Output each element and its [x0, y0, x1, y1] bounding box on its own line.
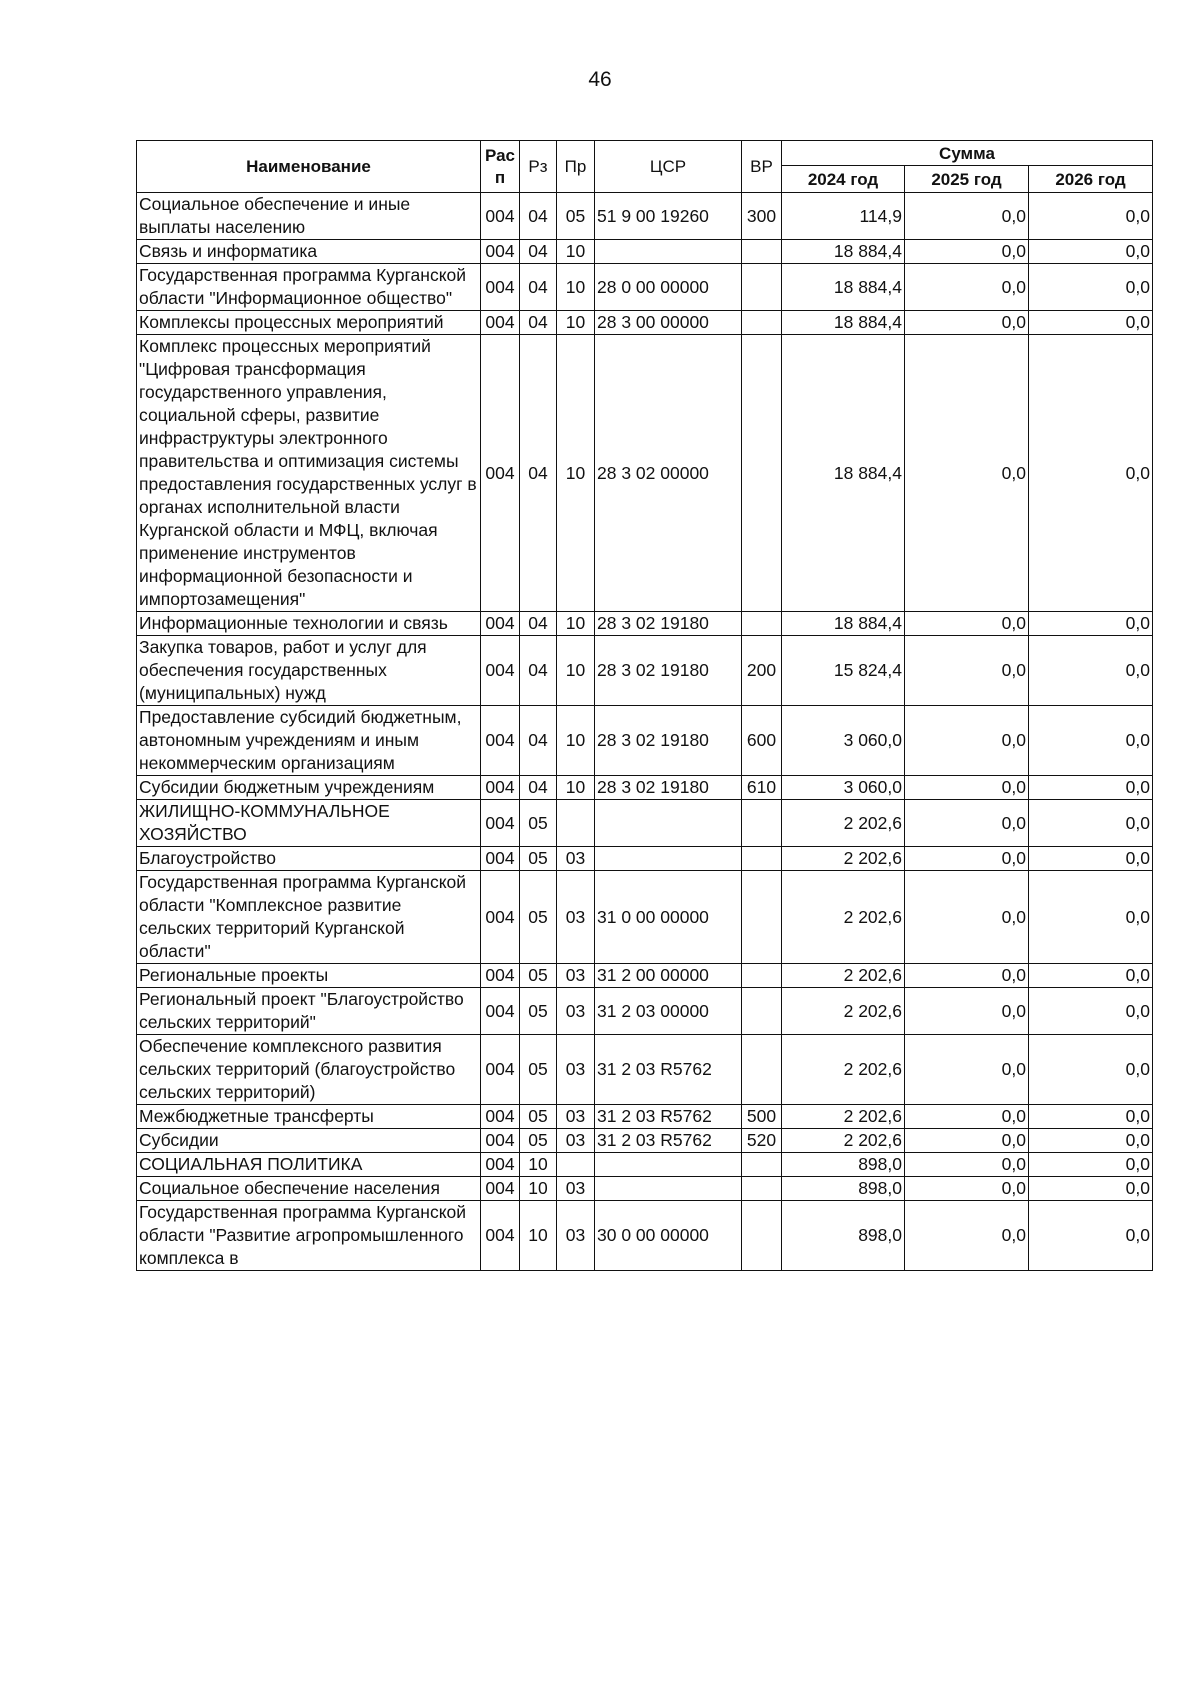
row-csr: 31 2 03 R5762 — [595, 1105, 742, 1129]
row-rz: 04 — [520, 264, 557, 311]
row-vr: 500 — [742, 1105, 782, 1129]
row-sum-2024: 2 202,6 — [782, 964, 905, 988]
row-pr: 10 — [557, 706, 595, 776]
row-vr — [742, 1035, 782, 1105]
row-pr: 10 — [557, 636, 595, 706]
row-sum-2026: 0,0 — [1029, 1153, 1153, 1177]
row-sum-2024: 2 202,6 — [782, 1035, 905, 1105]
row-vr: 520 — [742, 1129, 782, 1153]
row-sum-2024: 18 884,4 — [782, 240, 905, 264]
row-csr: 28 3 02 00000 — [595, 335, 742, 612]
row-rz: 04 — [520, 706, 557, 776]
row-pr: 03 — [557, 1105, 595, 1129]
row-pr: 03 — [557, 847, 595, 871]
table-row — [137, 988, 1153, 1035]
row-vr — [742, 1153, 782, 1177]
table-row — [137, 612, 1153, 636]
row-rz: 05 — [520, 1035, 557, 1105]
row-sum-2026: 0,0 — [1029, 1201, 1153, 1271]
row-vr — [742, 335, 782, 612]
row-rasp: 004 — [481, 964, 520, 988]
row-rasp: 004 — [481, 800, 520, 847]
row-sum-2025: 0,0 — [905, 706, 1029, 776]
row-sum-2024: 2 202,6 — [782, 800, 905, 847]
row-rz: 10 — [520, 1153, 557, 1177]
row-name: Субсидии бюджетным учреждениям — [137, 776, 481, 800]
row-sum-2024: 18 884,4 — [782, 335, 905, 612]
row-csr: 28 3 00 00000 — [595, 311, 742, 335]
table-row — [137, 776, 1153, 800]
row-sum-2026: 0,0 — [1029, 335, 1153, 612]
row-vr: 200 — [742, 636, 782, 706]
row-sum-2025: 0,0 — [905, 193, 1029, 240]
row-sum-2025: 0,0 — [905, 264, 1029, 311]
row-sum-2026: 0,0 — [1029, 964, 1153, 988]
row-name: Государственная программа Курганской области "Информационное общество" — [137, 264, 481, 311]
row-vr: 300 — [742, 193, 782, 240]
row-sum-2024: 2 202,6 — [782, 1129, 905, 1153]
row-rasp: 004 — [481, 1201, 520, 1271]
table-row — [137, 1129, 1153, 1153]
row-csr: 28 0 00 00000 — [595, 264, 742, 311]
table-row — [137, 335, 1153, 612]
row-name: Социальное обеспечение населения — [137, 1177, 481, 1201]
row-sum-2026: 0,0 — [1029, 636, 1153, 706]
table-row — [137, 240, 1153, 264]
row-name: Закупка товаров, работ и услуг для обеспечения государственных (муниципальных) нужд — [137, 636, 481, 706]
row-sum-2025: 0,0 — [905, 311, 1029, 335]
row-pr: 10 — [557, 776, 595, 800]
row-rz: 04 — [520, 240, 557, 264]
row-csr: 31 2 03 R5762 — [595, 1035, 742, 1105]
row-pr: 10 — [557, 335, 595, 612]
row-rz: 04 — [520, 776, 557, 800]
row-sum-2025: 0,0 — [905, 612, 1029, 636]
row-sum-2026: 0,0 — [1029, 1035, 1153, 1105]
header-rz: Рз — [520, 141, 557, 193]
table-row — [137, 636, 1153, 706]
row-vr — [742, 264, 782, 311]
row-csr — [595, 1153, 742, 1177]
row-name: Региональные проекты — [137, 964, 481, 988]
row-sum-2025: 0,0 — [905, 335, 1029, 612]
table-row — [137, 1153, 1153, 1177]
row-rz: 04 — [520, 636, 557, 706]
row-rz: 04 — [520, 335, 557, 612]
header-2024: 2024 год — [782, 166, 905, 193]
table-row — [137, 1035, 1153, 1105]
row-pr — [557, 1153, 595, 1177]
row-sum-2024: 18 884,4 — [782, 612, 905, 636]
row-vr: 610 — [742, 776, 782, 800]
row-sum-2025: 0,0 — [905, 636, 1029, 706]
row-csr: 31 2 03 R5762 — [595, 1129, 742, 1153]
row-name: Субсидии — [137, 1129, 481, 1153]
row-name: Региональный проект "Благоустройство сельских территорий" — [137, 988, 481, 1035]
row-pr: 03 — [557, 964, 595, 988]
row-rz: 05 — [520, 1129, 557, 1153]
row-rz: 05 — [520, 988, 557, 1035]
table-row — [137, 193, 1153, 240]
row-rasp: 004 — [481, 264, 520, 311]
row-rz: 10 — [520, 1177, 557, 1201]
table-row — [137, 311, 1153, 335]
row-vr — [742, 871, 782, 964]
row-sum-2026: 0,0 — [1029, 311, 1153, 335]
table-row — [137, 964, 1153, 988]
row-pr: 03 — [557, 871, 595, 964]
row-rz: 04 — [520, 193, 557, 240]
row-pr: 10 — [557, 240, 595, 264]
row-rasp: 004 — [481, 311, 520, 335]
row-pr: 10 — [557, 311, 595, 335]
header-rasp: Рас п — [481, 141, 520, 193]
row-sum-2025: 0,0 — [905, 871, 1029, 964]
row-name: Предоставление субсидий бюджетным, автономным учреждениям и иным некоммерческим организациям — [137, 706, 481, 776]
row-sum-2025: 0,0 — [905, 847, 1029, 871]
row-rasp: 004 — [481, 1129, 520, 1153]
row-pr: 03 — [557, 1129, 595, 1153]
row-name: Межбюджетные трансферты — [137, 1105, 481, 1129]
row-sum-2024: 2 202,6 — [782, 847, 905, 871]
row-csr: 28 3 02 19180 — [595, 612, 742, 636]
table-row — [137, 1105, 1153, 1129]
row-sum-2024: 2 202,6 — [782, 988, 905, 1035]
row-name: Комплексы процессных мероприятий — [137, 311, 481, 335]
row-vr — [742, 240, 782, 264]
row-sum-2025: 0,0 — [905, 1035, 1029, 1105]
row-csr — [595, 847, 742, 871]
row-rasp: 004 — [481, 988, 520, 1035]
row-rasp: 004 — [481, 612, 520, 636]
table-body — [137, 193, 1153, 1271]
row-csr: 28 3 02 19180 — [595, 636, 742, 706]
row-sum-2024: 15 824,4 — [782, 636, 905, 706]
row-name: СОЦИАЛЬНАЯ ПОЛИТИКА — [137, 1153, 481, 1177]
row-sum-2026: 0,0 — [1029, 1105, 1153, 1129]
row-name: Обеспечение комплексного развития сельских территорий (благоустройство сельских территорий) — [137, 1035, 481, 1105]
table-row — [137, 871, 1153, 964]
row-pr: 03 — [557, 988, 595, 1035]
row-sum-2024: 2 202,6 — [782, 871, 905, 964]
row-csr: 31 2 00 00000 — [595, 964, 742, 988]
row-csr: 28 3 02 19180 — [595, 706, 742, 776]
row-csr: 31 2 03 00000 — [595, 988, 742, 1035]
row-pr: 10 — [557, 264, 595, 311]
row-name: ЖИЛИЩНО-КОММУНАЛЬНОЕ ХОЗЯЙСТВО — [137, 800, 481, 847]
row-sum-2025: 0,0 — [905, 1177, 1029, 1201]
row-rasp: 004 — [481, 706, 520, 776]
row-vr — [742, 1201, 782, 1271]
row-sum-2024: 898,0 — [782, 1153, 905, 1177]
row-sum-2025: 0,0 — [905, 1153, 1029, 1177]
row-sum-2026: 0,0 — [1029, 1177, 1153, 1201]
row-sum-2025: 0,0 — [905, 240, 1029, 264]
row-sum-2025: 0,0 — [905, 776, 1029, 800]
row-rz: 05 — [520, 800, 557, 847]
row-csr: 51 9 00 19260 — [595, 193, 742, 240]
row-sum-2026: 0,0 — [1029, 800, 1153, 847]
row-sum-2026: 0,0 — [1029, 871, 1153, 964]
row-name: Благоустройство — [137, 847, 481, 871]
table-row — [137, 264, 1153, 311]
row-name: Социальное обеспечение и иные выплаты населению — [137, 193, 481, 240]
row-pr: 03 — [557, 1035, 595, 1105]
row-name: Информационные технологии и связь — [137, 612, 481, 636]
table-row — [137, 1177, 1153, 1201]
row-vr: 600 — [742, 706, 782, 776]
row-sum-2026: 0,0 — [1029, 240, 1153, 264]
table-header — [137, 141, 1153, 193]
row-pr: 05 — [557, 193, 595, 240]
row-csr: 30 0 00 00000 — [595, 1201, 742, 1271]
row-sum-2025: 0,0 — [905, 1129, 1029, 1153]
header-name: Наименование — [137, 141, 481, 193]
row-sum-2024: 18 884,4 — [782, 311, 905, 335]
header-2026: 2026 год — [1029, 166, 1153, 193]
row-name: Государственная программа Курганской области "Развитие агропромышленного комплекса в — [137, 1201, 481, 1271]
row-rasp: 004 — [481, 1153, 520, 1177]
row-rasp: 004 — [481, 1177, 520, 1201]
row-rz: 05 — [520, 871, 557, 964]
row-vr — [742, 988, 782, 1035]
row-rasp: 004 — [481, 636, 520, 706]
row-rz: 04 — [520, 612, 557, 636]
row-rasp: 004 — [481, 1105, 520, 1129]
row-vr — [742, 964, 782, 988]
page-number: 46 — [588, 68, 612, 91]
row-rasp: 004 — [481, 335, 520, 612]
row-rasp: 004 — [481, 871, 520, 964]
row-sum-2025: 0,0 — [905, 988, 1029, 1035]
header-vr: ВР — [742, 141, 782, 193]
row-sum-2026: 0,0 — [1029, 706, 1153, 776]
row-rasp: 004 — [481, 776, 520, 800]
row-pr: 03 — [557, 1177, 595, 1201]
row-sum-2026: 0,0 — [1029, 776, 1153, 800]
row-sum-2026: 0,0 — [1029, 264, 1153, 311]
row-sum-2025: 0,0 — [905, 964, 1029, 988]
row-rz: 05 — [520, 847, 557, 871]
header-pr: Пр — [557, 141, 595, 193]
row-sum-2024: 2 202,6 — [782, 1105, 905, 1129]
row-sum-2024: 898,0 — [782, 1177, 905, 1201]
row-csr: 28 3 02 19180 — [595, 776, 742, 800]
row-vr — [742, 1177, 782, 1201]
table-row — [137, 800, 1153, 847]
row-sum-2026: 0,0 — [1029, 988, 1153, 1035]
row-vr — [742, 612, 782, 636]
row-vr — [742, 800, 782, 847]
table-row — [137, 1201, 1153, 1271]
row-csr — [595, 240, 742, 264]
row-rz: 04 — [520, 311, 557, 335]
row-sum-2024: 18 884,4 — [782, 264, 905, 311]
row-csr — [595, 1177, 742, 1201]
row-pr — [557, 800, 595, 847]
row-csr: 31 0 00 00000 — [595, 871, 742, 964]
row-rz: 10 — [520, 1201, 557, 1271]
header-csr: ЦСР — [595, 141, 742, 193]
row-sum-2026: 0,0 — [1029, 193, 1153, 240]
row-sum-2024: 898,0 — [782, 1201, 905, 1271]
header-2025: 2025 год — [905, 166, 1029, 193]
row-name: Комплекс процессных мероприятий "Цифровая трансформация государственного управления, социальной сферы, развитие инфраструктуры электронного правительства и оптимизация системы предоставления государственных услуг в органах исполнительной власти Курганской области и МФЦ, включая применение инструментов информационной безопасности и импортозамещения" — [137, 335, 481, 612]
row-name: Государственная программа Курганской области "Комплексное развитие сельских территорий Курганской области" — [137, 871, 481, 964]
row-vr — [742, 847, 782, 871]
row-rasp: 004 — [481, 240, 520, 264]
row-rz: 05 — [520, 964, 557, 988]
row-vr — [742, 311, 782, 335]
row-sum-2026: 0,0 — [1029, 1129, 1153, 1153]
row-sum-2026: 0,0 — [1029, 612, 1153, 636]
row-sum-2025: 0,0 — [905, 1201, 1029, 1271]
row-pr: 10 — [557, 612, 595, 636]
row-rasp: 004 — [481, 1035, 520, 1105]
row-csr — [595, 800, 742, 847]
row-sum-2025: 0,0 — [905, 1105, 1029, 1129]
row-rasp: 004 — [481, 847, 520, 871]
budget-table — [136, 140, 1153, 1271]
row-sum-2024: 3 060,0 — [782, 706, 905, 776]
table-row — [137, 847, 1153, 871]
row-sum-2024: 3 060,0 — [782, 776, 905, 800]
row-sum-2025: 0,0 — [905, 800, 1029, 847]
header-sum: Сумма — [782, 141, 1153, 166]
row-sum-2026: 0,0 — [1029, 847, 1153, 871]
table-row — [137, 706, 1153, 776]
row-rasp: 004 — [481, 193, 520, 240]
row-rz: 05 — [520, 1105, 557, 1129]
row-pr: 03 — [557, 1201, 595, 1271]
row-name: Связь и информатика — [137, 240, 481, 264]
row-sum-2024: 114,9 — [782, 193, 905, 240]
